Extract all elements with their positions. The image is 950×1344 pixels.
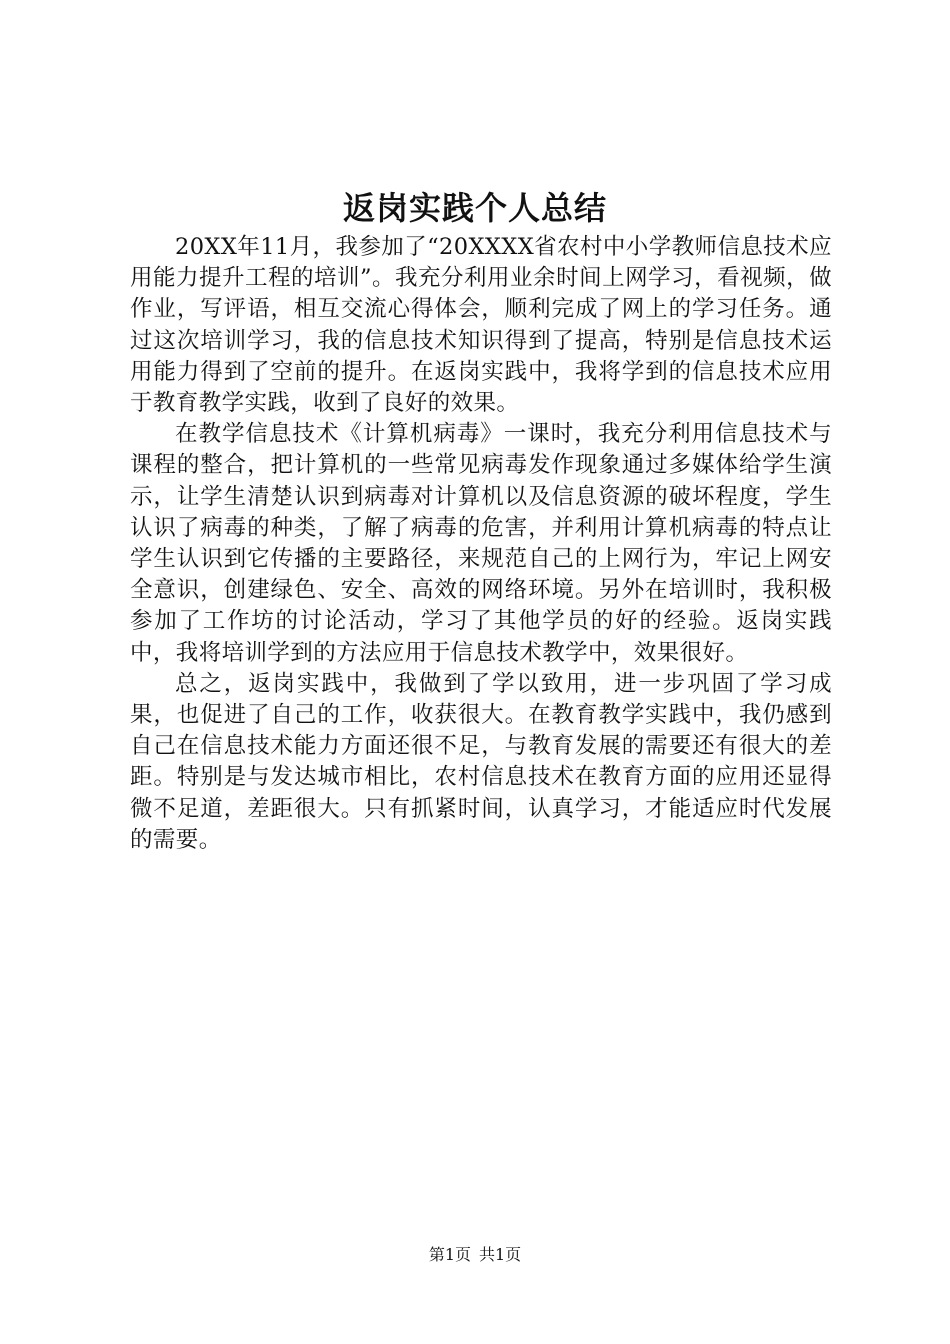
document-body [130,232,832,856]
page-number-total: 共1页 [479,1245,522,1264]
paragraph-1: 20XX年11月，我参加了“20XXXX省农村中小学教师信息技术应用能力提升工程的培训”。我充分利用业余时间上网学习，看视频，做作业，写评语，相互交流心得体会，顺利完成了网上的学习任务。通过这次培训学习，我的信息技术知识得到了提高，特别是信息技术运用能力得到了空前的提升。在返岗实践中，我将学到的信息技术应用于教育教学实践，收到了良好的效果。 [130,234,832,417]
page-number-current: 第1页 [428,1245,471,1264]
page-title: 返岗实践个人总结 [342,189,607,227]
paragraph-2: 在教学信息技术《计算机病毒》一课时，我充分利用信息技术与课程的整合，把计算机的一些常见病毒发作现象通过多媒体给学生演示，让学生清楚认识到病毒对计算机以及信息资源的破坏程度，学生认识了病毒的种类，了解了病毒的危害，并利用计算机病毒的特点让学生认识到它传播的主要路径，来规范自己的上网行为，牢记上网安全意识，创建绿色、安全、高效的网络环境。另外在培训时，我积极参加了工作坊的讨论活动，学习了其他学员的好的经验。返岗实践中，我将培训学到的方法应用于信息技术教学中，效果很好。 [130,421,832,666]
paragraph-3: 总之，返岗实践中，我做到了学以致用，进一步巩固了学习成果，也促进了自己的工作，收获很大。在教育教学实践中，我仍感到自己在信息技术能力方面还很不足，与教育发展的需要还有很大的差距。特别是与发达城市相比，农村信息技术在教育方面的应用还显得微不足道，差距很大。只有抓紧时间，认真学习，才能适应时代发展的需要。 [130,670,832,853]
page-footer [0,1244,950,1266]
